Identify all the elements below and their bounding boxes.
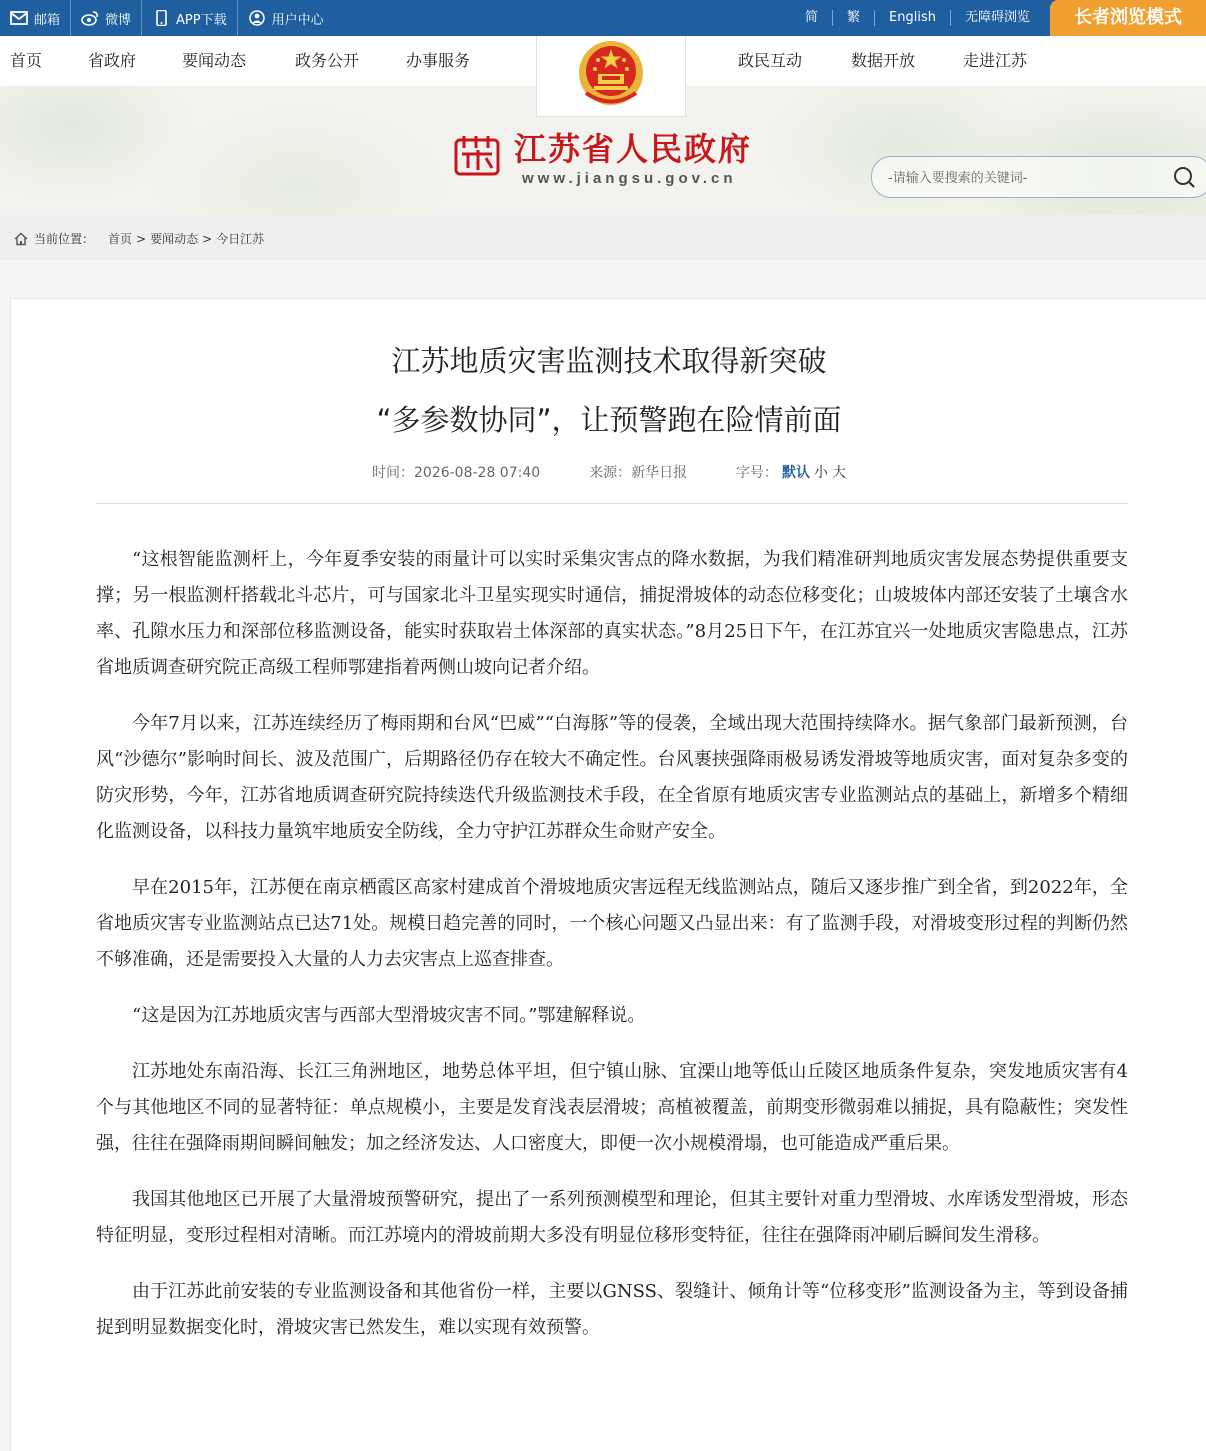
mail-link[interactable] [0, 0, 71, 36]
breadcrumb [14, 230, 264, 247]
lang-english[interactable]: English [875, 10, 951, 26]
breadcrumb-label: 当前位置： [34, 232, 95, 246]
breadcrumb-bar [0, 215, 1206, 260]
breadcrumb-separator: > [136, 231, 147, 246]
article-title-line2: “多参数协同”，让预警跑在险情前面 [376, 403, 842, 437]
nav-interaction[interactable]: 政民互动 [738, 51, 803, 70]
article-paragraph: 早在2015年，江苏便在南京栖霞区高家村建成首个滑坡地质灾害远程无线监测站点，随后又逐步推广到全省，到2022年，全省地质灾害专业监测站点已达71处。规模日趋完善的同时，一个核心问题又凸显出来：有了监测手段，对滑坡变形过程的判断仍然不够准确，还是需要投入大量的人力去灾害点上巡查排查。 [96, 877, 1128, 970]
search-box [871, 156, 1206, 198]
top-utility-bar [0, 0, 1206, 36]
lang-simplified[interactable]: 简 [791, 10, 833, 26]
mail-label: 邮箱 [34, 12, 61, 28]
article-title-line1: 江苏地质灾害监测技术取得新突破 [391, 344, 827, 378]
breadcrumb-today-jiangsu[interactable]: 今日江苏 [216, 232, 265, 246]
article-body [96, 542, 1128, 1366]
fontsize-small[interactable]: 小 [813, 465, 828, 481]
nav-open-data[interactable]: 数据开放 [851, 51, 916, 70]
article-paragraph: “这根智能监测杆上，今年夏季安装的雨量计可以实时采集灾害点的降水数据，为我们精准研判地质灾害发展态势提供重要支撑；另一根监测杆搭载北斗芯片，可与国家北斗卫星实现实时通信，捕捉滑坡体的动态位移变化；山坡坡体内部还安装了土壤含水率、孔隙水压力和深部位移监测设备，能实时获取岩土体深部的真实状态。”8月25日下午，在江苏宜兴一处地质灾害隐患点，江苏省地质调查研究院正高级工程师鄂建指着两侧山坡向记者介绍。 [96, 549, 1128, 678]
nav-gov-affairs[interactable]: 政务公开 [295, 51, 360, 70]
elder-mode-button[interactable]: 长者浏览模式 [1050, 0, 1206, 36]
search-input[interactable] [886, 167, 1150, 189]
breadcrumb-separator: > [202, 231, 213, 246]
article-paragraph: 今年7月以来，江苏连续经历了梅雨期和台风“巴威”“白海豚”等的侵袭，全域出现大范围持续降水。据气象部门最新预测，台风“沙德尔”影响时间长、波及范围广，后期路径仍存在较大不确定性。台风裹挟强降雨极易诱发滑坡等地质灾害，面对复杂多变的防灾形势，今年，江苏省地质调查研究院持续迭代升级监测技术手段，在全省原有地质灾害专业监测站点的基础上，新增多个精细化监测设备，以科技力量筑牢地质安全防线，全力守护江苏群众生命财产安全。 [96, 713, 1128, 842]
mail-icon [10, 10, 28, 26]
topbar-links [0, 0, 334, 36]
article-source: 新华日报 [631, 465, 688, 481]
topbar-right [791, 0, 1206, 36]
nav-about-jiangsu[interactable]: 走进江苏 [963, 51, 1028, 70]
nav-provincial-gov[interactable]: 省政府 [88, 51, 137, 70]
article-paragraph: 江苏地处东南沿海、长江三角洲地区，地势总体平坦，但宁镇山脉、宜溧山地等低山丘陵区地质条件复杂，突发地质灾害有4个与其他地区不同的显著特征：单点规模小，主要是发育浅表层滑坡；高植被覆盖，前期变形微弱难以捕捉，具有隐蔽性；突发性强，往往在强降雨期间瞬间触发；加之经济发达、人口密度大，即便一次小规模滑塌，也可能造成严重后果。 [96, 1061, 1128, 1154]
publish-time: 2026-08-28 07:40 [414, 465, 541, 481]
time-label: 时间： [372, 465, 414, 481]
source-label: 来源： [589, 465, 632, 481]
breadcrumb-news[interactable]: 要闻动态 [150, 232, 199, 246]
national-emblem-icon [576, 38, 646, 108]
weibo-label: 微博 [105, 12, 132, 28]
site-url: www.jiangsu.gov.cn [522, 170, 737, 187]
fontsize-label: 字号： [735, 465, 778, 481]
user-icon [248, 10, 266, 26]
weibo-link[interactable] [71, 0, 142, 36]
fontsize-large[interactable]: 大 [831, 465, 846, 481]
weibo-icon [81, 10, 99, 26]
breadcrumb-home[interactable]: 首页 [108, 232, 133, 246]
article-paragraph: 我国其他地区已开展了大量滑坡预警研究，提出了一系列预测模型和理论，但其主要针对重力型滑坡、水库诱发型滑坡，形态特征明显，变形过程相对清晰。而江苏境内的滑坡前期大多没有明显位移形变特征，往往在强降雨冲刷后瞬间发生滑移。 [96, 1189, 1128, 1246]
jiangsu-logo-icon [454, 132, 500, 178]
home-icon [14, 232, 28, 246]
mobile-icon [152, 10, 170, 26]
article-paragraph: “这是因为江苏地质灾害与西部大型滑坡灾害不同。”鄂建解释说。 [132, 1005, 646, 1026]
nav-services[interactable]: 办事服务 [406, 51, 471, 70]
title-divider [96, 503, 1128, 504]
user-center-link[interactable] [238, 0, 334, 36]
app-download-label: APP下载 [176, 12, 227, 28]
lang-traditional[interactable]: 繁 [833, 10, 875, 26]
article-meta [11, 462, 1206, 482]
nav-news[interactable]: 要闻动态 [182, 51, 247, 70]
user-center-label: 用户中心 [271, 12, 324, 28]
article-container [10, 298, 1206, 1451]
article-paragraph: 由于江苏此前安装的专业监测设备和其他省份一样，主要以GNSS、裂缝计、倾角计等“位移变形”监测设备为主，等到设备捕捉到明显数据变化时，滑坡灾害已然发生，难以实现有效预警。 [96, 1281, 1128, 1338]
site-name: 江苏省人民政府 [514, 130, 753, 168]
emblem-box [536, 36, 686, 117]
fontsize-default[interactable]: 默认 [781, 465, 810, 481]
app-download-link[interactable] [142, 0, 238, 36]
accessibility-link[interactable]: 无障碍浏览 [964, 10, 1030, 25]
nav-home[interactable]: 首页 [10, 51, 43, 70]
search-icon[interactable] [1172, 165, 1196, 189]
